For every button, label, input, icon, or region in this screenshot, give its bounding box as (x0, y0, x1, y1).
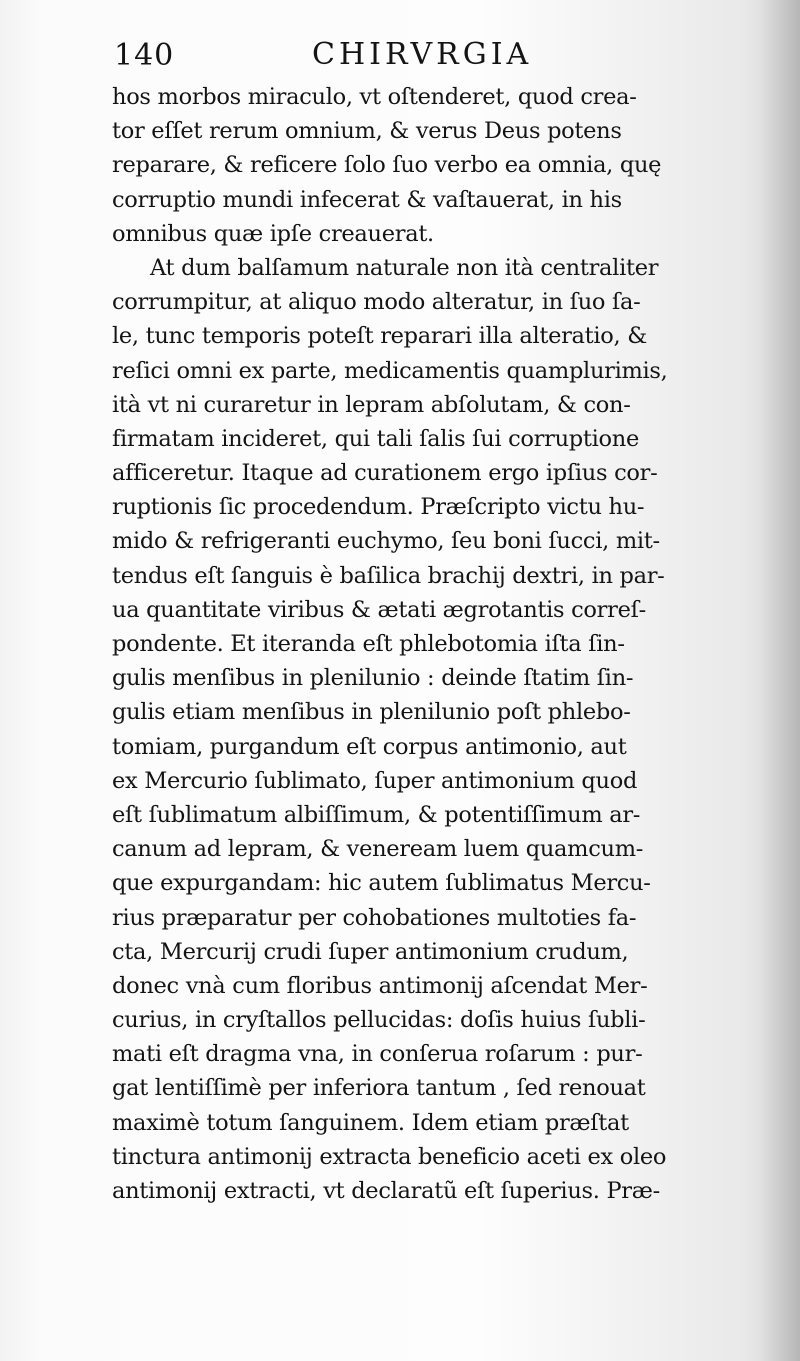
text-line: gulis etiam menſibus in plenilunio poſt phlebo- (112, 699, 631, 726)
text-line: mido & refrigeranti euchymo, ſeu boni ſucci, mit- (112, 528, 660, 555)
text-line: tendus eſt ſanguis è baſilica brachij dextri, in par- (112, 562, 665, 589)
text-line: que expurgandam: hic autem ſublimatus Mercu- (112, 870, 651, 897)
text-line: eſt ſublimatum albiſſimum, & potentiſſimum ar- (112, 801, 641, 828)
text-line: omnibus quæ ipſe creauerat. (112, 220, 434, 247)
text-line: canum ad lepram, & veneream luem quamcum- (112, 836, 644, 863)
text-line: rius præparatur per cohobationes multoties fa- (112, 904, 637, 931)
text-line: reparare, & reficere ſolo ſuo verbo ea omnia, quę (112, 152, 662, 179)
text-line: hos morbos miraculo, vt oſtenderet, quod crea- (112, 84, 637, 110)
text-line: corruptio mundi infecerat & vaſtauerat, in his (112, 186, 622, 213)
text-line: tomiam, purgandum eſt corpus antimonio, aut (112, 733, 627, 760)
text-line: le, tunc temporis poteſt reparari illa alteratio, & (112, 323, 647, 350)
text-line: mati eſt dragma vna, in conſerua roſarum : pur- (112, 1041, 643, 1068)
text-line: antimonij extracti, vt declaratũ eſt ſuperius. Præ- (112, 1178, 660, 1204)
body-text (112, 80, 730, 1208)
text-line: maximè totum ſanguinem. Idem etiam præſtat (112, 1109, 629, 1136)
text-line: gat lentiſſimè per inferiora tantum , ſed renouat (112, 1075, 646, 1102)
text-line: ex Mercurio ſublimato, ſuper antimonium quod (112, 767, 638, 794)
text-line: tor eſſet rerum omnium, & verus Deus potens (112, 118, 622, 145)
text-line: gulis menſibus in plenilunio : deinde ſtatim ſin- (112, 665, 634, 692)
text-line: firmatam incideret, qui tali ſalis ſui corruptione (112, 425, 639, 452)
text-line: reſici omni ex parte, medicamentis quamplurimis, (112, 357, 668, 384)
text-line: cta, Mercurij crudi ſuper antimonium crudum, (112, 938, 629, 965)
text-line: ità vt ni curaretur in lepram abſolutam, & con- (112, 391, 631, 418)
text-line: donec vnà cum floribus antimonij aſcendat Mer- (112, 972, 648, 999)
text-line: ua quantitate viribus & ætati ægrotantis correſ- (112, 596, 646, 623)
paragraph-start-line: At dum balſamum naturale non ità centraliter (150, 254, 659, 281)
running-title: CHIRVRGIA (312, 37, 533, 72)
page-number: 140 (114, 38, 175, 73)
text-line: tinctura antimonij extracta beneficio aceti ex oleo (112, 1143, 667, 1170)
page-edge-shadow (760, 0, 800, 1361)
text-line: corrumpitur, at aliquo modo alteratur, in ſuo ſa- (112, 289, 641, 316)
text-line: ruptionis ſic procedendum. Præſcripto victu hu- (112, 494, 645, 521)
text-line: pondente. Et iteranda eſt phlebotomia iſta ſin- (112, 631, 625, 657)
text-line: afficeretur. Itaque ad curationem ergo ipſius cor- (112, 460, 658, 487)
text-line: curius, in cryſtallos pellucidas: doſis huius ſubli- (112, 1007, 646, 1034)
